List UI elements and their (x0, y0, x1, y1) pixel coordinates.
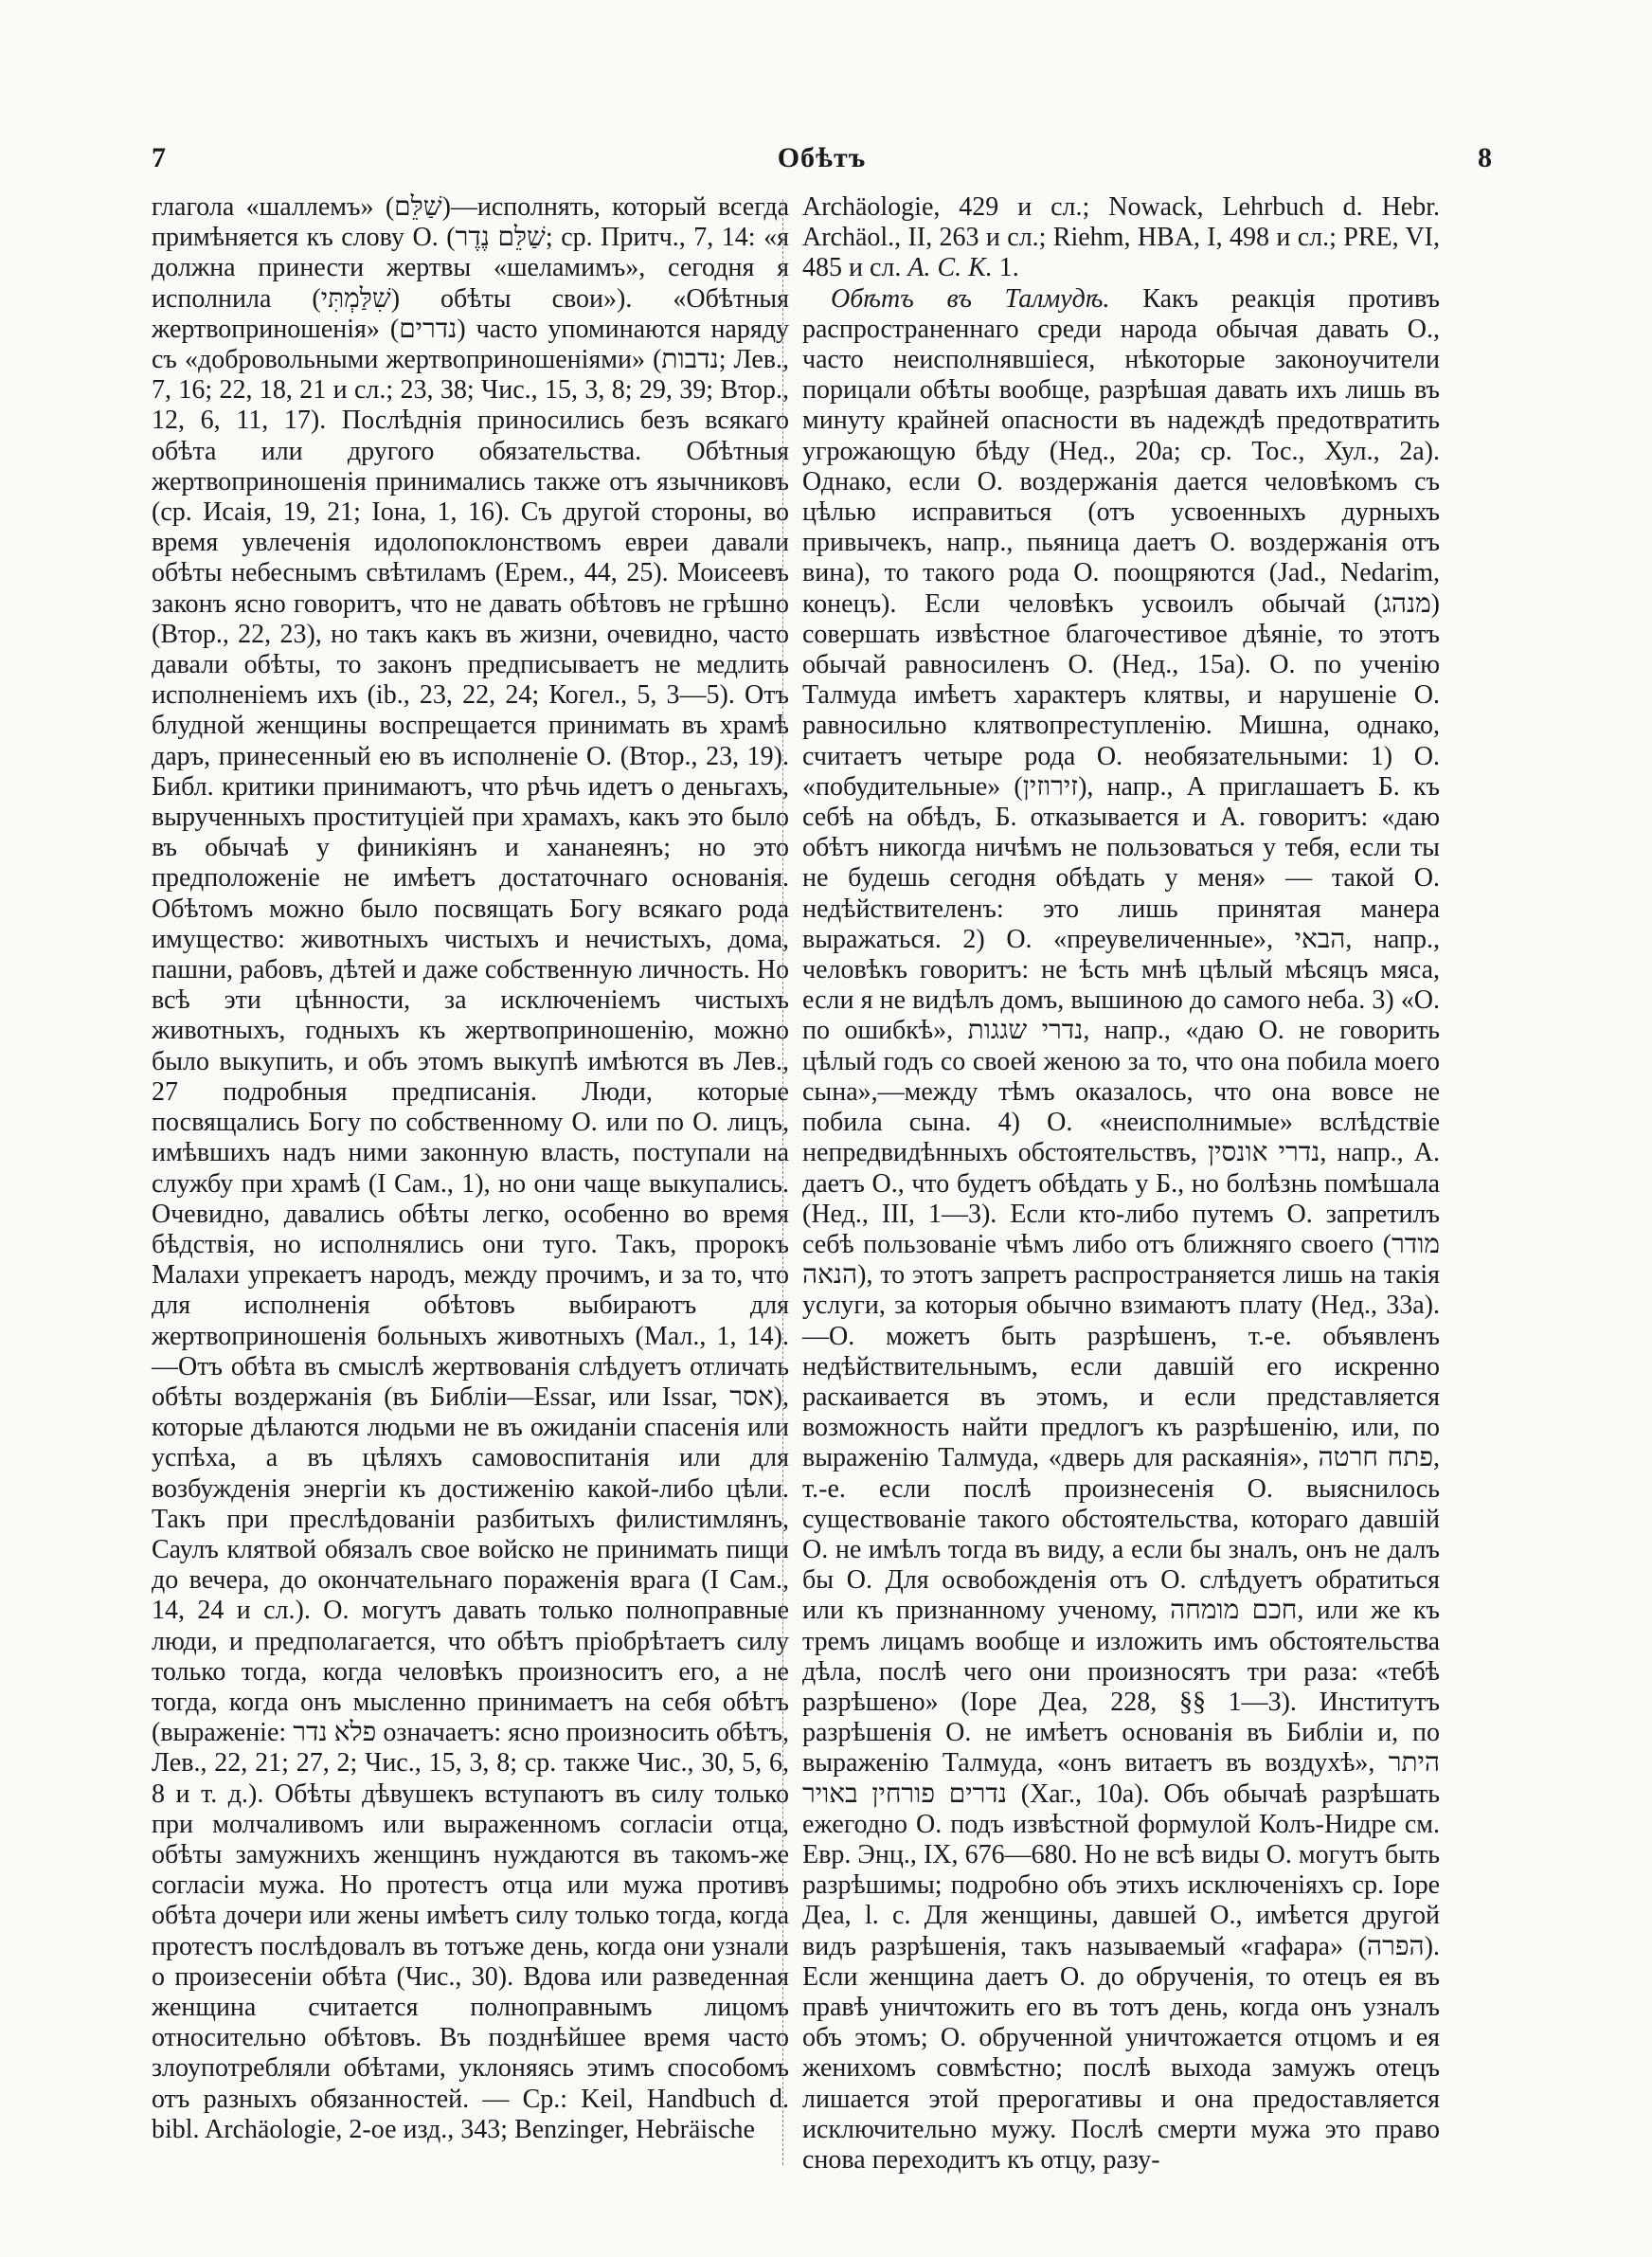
bibliography-paragraph (802, 192, 1440, 284)
column-divider (782, 199, 783, 2165)
bibliography-text: Archäologie, 429 и сл.; Nowack, Lehrbuch d. Hebr. Archäol., II, 263 и сл.; Riehm, HBA, I, 498 и сл.; PRE, VI, 485 и сл. (802, 192, 1440, 283)
page-number-left: 7 (152, 142, 166, 173)
section-text: Какъ реакція противъ распространеннаго среди народа обычая давать О., часто неисполнявшіеся, нѣкоторые законоучители порицали обѣты вообще, разрѣшая давать ихъ лишь въ минуту крайней опасности въ надеждѣ предотвратить угрожающую бѣду (Нед., 20а; ср. Тос., Хул., 2а). Однако, если О. воздержанія дается человѣкомъ съ цѣлью исправиться (отъ усвоенныхъ дурныхъ привычекъ, напр., пьяница даетъ О. воздержанія отъ вина), то такого рода О. поощряются (Jad., Nedarim, конецъ). Если человѣкъ усвоилъ обычай (מנהג) совершать извѣстное благочестивое дѣяніе, то этотъ обычай равносиленъ О. (Нед., 15а). О. по ученію Талмуда имѣетъ характеръ клятвы, и нарушеніе О. равносильно клятвопреступленію. Мишна, однако, считаетъ четыре рода О. необязательными: 1) О. «побудительные» (זירוזין), напр., А приглашаетъ Б. къ себѣ на обѣдъ, Б. отказывается и А. говоритъ: «даю обѣтъ никогда ничѣмъ не пользоваться у тебя, если ты не будешь сегодня обѣдать у меня» — такой О. недѣйствителенъ: это лишь принятая манера выражаться. 2) О. «преувеличенные», הבאי, напр., человѣкъ говоритъ: не ѣсть мнѣ цѣлый мѣсяцъ мяса, если я не видѣлъ домъ, вышиною до самого неба. 3) «О. по ошибкѣ», נדרי שגגות, напр., «даю О. не говорить цѣлый годъ со своей женою за то, что она побила моего сына»,—между тѣмъ оказалось, что она вовсе не побила сына. 4) О. «неисполнимые» вслѣдствіе непредвидѣнныхъ обстоятельствъ, נדרי אונסין, напр., А. даетъ О., что будетъ обѣдать у Б., но болѣзнь помѣшала (Нед., III, 1—3). Если кто-либо путемъ О. запретилъ себѣ пользованіе чѣмъ либо отъ ближняго своего (מודר הנאה), то этотъ запретъ распространяется лишь на такія услуги, за которыя обычно взимаютъ плату (Нед., 33а).—О. можетъ быть разрѣшенъ, т.-е. объявленъ недѣйствительнымъ, если давшій его искренно раскаивается въ этомъ, и если представляется возможность найти предлогъ къ разрѣшенію, или, по выраженію Талмуда, «дверь для раскаянія», פתח חרטה, т.-е. если послѣ произнесенія О. выяснилось существованіе такого обстоятельства, котораго давшій О. не имѣлъ тогда въ виду, а если бы зналъ, онъ не далъ бы О. Для освобожденія отъ О. слѣдуетъ обратиться или къ признанному ученому, חכם מומחה, или же къ тремъ лицамъ вообще и изложить имъ обстоятельства дѣла, послѣ чего они произносятъ три раза: «тебѣ разрѣшено» (Іоре Деа, 228, §§ 1—3). Институтъ разрѣшенія О. не имѣетъ основанія въ Библіи и, по выраженію Талмуда, «онъ витаетъ въ воздухѣ», היתר נדרים פורחין באויר (Хаг., 10а). Объ обычаѣ разрѣшать ежегодно О. подъ извѣстной формулой Колъ-Нидре см. Евр. Энц., IX, 676—680. Но не всѣ виды О. могутъ быть разрѣшимы; подробно объ этихъ исключеніяхъ ср. Іоре Деа, l. c. Для женщины, давшей О., имѣется другой видъ разрѣшенія, такъ называемый «гафара» (הפרה). Если женщина даетъ О. до обрученія, то отецъ ея въ правѣ уничтожить его въ тотъ день, когда онъ узналъ объ этомъ; О. обрученной уничтожается отцомъ и ея женихомъ совмѣстно; послѣ выхода замужъ отецъ лишается этой прерогативы и она предоставляется исключительно мужу. Послѣ смерти мужа это право снова переходитъ къ отцу, разу- (802, 283, 1441, 2175)
author-signature: А. С. К. (907, 253, 993, 283)
left-column (152, 192, 789, 2145)
left-column-text: глагола «шаллемъ» (שַׁלֵּם)—исполнять, который всегда примѣняется къ слову О. (שַׁלֵּם נֶדֶר; ср. Притч., 7, 14: «я должна принести жертвы «шеламимъ», сегодня я исполнила (שִׁלַּמְתִּי) обѣты свои»). «Обѣтныя жертвоприношенія» (נדרים) часто упоминаются наряду съ «добровольными жертвоприношеніями» (נדבות; Лев., 7, 16; 22, 18, 21 и сл.; 23, 38; Чис., 15, 3, 8; 29, 39; Втор., 12, 6, 11, 17). Послѣднія приносились безъ всякаго обѣта или другого обязательства. Обѣтныя жертвоприношенія принимались также отъ язычниковъ (ср. Исаія, 19, 21; Іона, 1, 16). Съ другой стороны, во время увлеченія идолопоклонствомъ евреи давали обѣты небеснымъ свѣтиламъ (Ерем., 44, 25). Моисеевъ законъ ясно говоритъ, что не давать обѣтовъ не грѣшно (Втор., 22, 23), но такъ какъ въ жизни, очевидно, часто давали обѣты, то законъ предписываетъ не медлить исполненіемъ ихъ (ib., 23, 22, 24; Когел., 5, 3—5). Отъ блудной женщины воспрещается принимать въ храмѣ даръ, принесенный ею въ исполненіе О. (Втор., 23, 19). Библ. критики принимаютъ, что рѣчь идетъ о деньгахъ, вырученныхъ проституціей при храмахъ, какъ это было въ обычаѣ у финикіянъ и хананеянъ; но это предположеніе не имѣетъ достаточнаго основанія. Обѣтомъ можно было посвящать Богу всякаго рода имущество: животныхъ чистыхъ и нечистыхъ, дома, пашни, рабовъ, дѣтей и даже собственную личность. Но всѣ эти цѣнности, за исключеніемъ чистыхъ животныхъ, годныхъ къ жертвоприношенію, можно было выкупить, и объ этомъ выкупѣ имѣются въ Лев., 27 подробныя предписанія. Люди, которые посвящались Богу по собственному О. или по О. лицъ, имѣвшихъ надъ ними законную власть, поступали на службу при храмѣ (I Сам., 1), но они чаще выкупались. Очевидно, давались обѣты легко, особенно во время бѣдствія, но исполнялись они туго. Такъ, пророкъ Малахи упрекаетъ народъ, между прочимъ, и за то, что для исполненія обѣтовъ выбираютъ для жертвоприношенія больныхъ животныхъ (Мал., 1, 14).—Отъ обѣта въ смыслѣ жертвованія слѣдуетъ отличать обѣты воздержанія (въ Библіи—Essar, или Issar, אסר), которые дѣлаются людьми не въ ожиданіи спасенія или успѣха, а въ цѣляхъ самовоспитанія или для возбужденія энергіи къ достиженію какой-либо цѣли. Такъ при преслѣдованіи разбитыхъ филистимлянъ, Саулъ клятвой обязалъ свое войско не принимать пищи до вечера, до окончательнаго пораженія врага (I Сам., 14, 24 и сл.). О. могутъ давать только полноправные люди, и предполагается, что обѣтъ пріобрѣтаетъ силу только тогда, когда человѣкъ произноситъ его, а не тогда, когда онъ мысленно принимаетъ на себя обѣтъ (выраженіе: פלא נדר означаетъ: ясно произносить обѣтъ, Лев., 22, 21; 27, 2; Чис., 15, 3, 8; ср. также Чис., 30, 5, 6, 8 и т. д.). Обѣты дѣвушекъ вступаютъ въ силу только при молчаливомъ или выраженномъ согласіи отца, обѣты замужнихъ женщинъ нуждаются въ такомъ-же согласіи мужа. Но протестъ отца или мужа противъ обѣта дочери или жены имѣетъ силу только тогда, когда протестъ послѣдовалъ въ тотъже день, когда они узнали о произесеніи обѣта (Чис., 30). Вдова или разведенная женщина считается полноправнымъ лицомъ относительно обѣтовъ. Въ позднѣйшее время часто злоупотребляли обѣтами, уклоняясь этимъ способомъ отъ разныхъ обязанностей. — Ср.: Keil, Handbuch d. bibl. Archäologie, 2-ое изд., 343; Benzinger, Hebräische (152, 192, 790, 2144)
page-header (152, 142, 1492, 180)
page-number-right: 8 (1478, 142, 1492, 173)
running-title: Обѣтъ (777, 142, 867, 173)
right-column (802, 192, 1440, 2176)
signature-number: 1. (998, 253, 1019, 283)
section-title: Обѣтъ въ Талмудѣ. (831, 283, 1110, 314)
talmud-section (802, 284, 1440, 2176)
